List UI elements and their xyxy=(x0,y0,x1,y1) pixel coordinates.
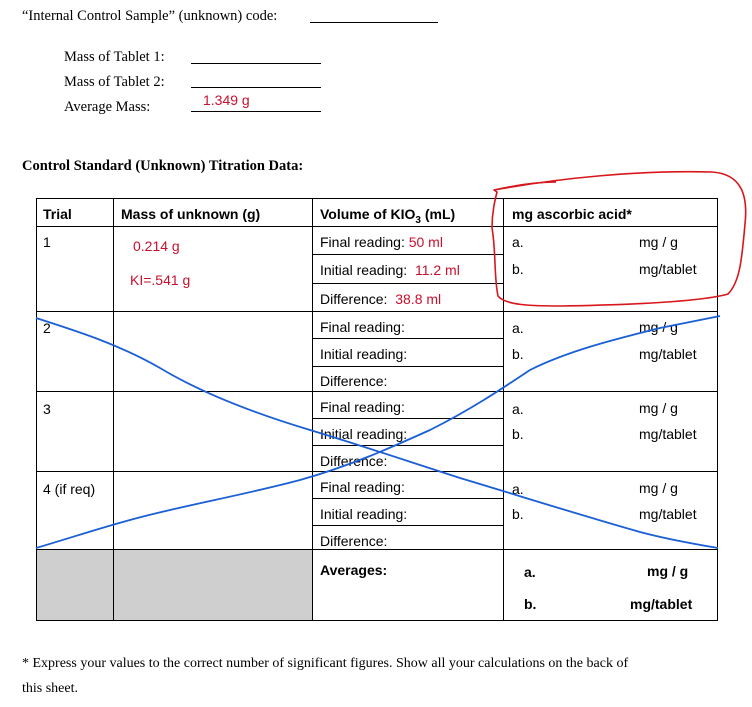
averages-mg-g: mg / g xyxy=(647,563,689,579)
mass-tablet-1-label: Mass of Tablet 1: xyxy=(64,49,165,65)
mass-tablet-2-field[interactable] xyxy=(191,87,321,88)
average-mass-value: 1.349 g xyxy=(203,92,250,108)
trial-4-final: Final reading: xyxy=(320,479,405,495)
mass-tablet-1-field[interactable] xyxy=(191,63,321,64)
header-mass: Mass of unknown (g) xyxy=(121,206,261,222)
trial-2-mg-tablet: mg/tablet xyxy=(639,346,697,362)
average-mass-label: Average Mass: xyxy=(64,99,151,115)
trial-4-mg-tablet: mg/tablet xyxy=(639,506,697,522)
section-title: Control Standard (Unknown) Titration Data: xyxy=(22,158,304,174)
trial-3-number: 3 xyxy=(43,401,51,417)
trial-1-mass: 0.214 g xyxy=(133,238,180,254)
header-volume: Volume of $KIO_3$ (mL) xyxy=(320,206,456,226)
footnote-line-1: * Express your values to the correct number of significant figures. Show all your calculations on the back of xyxy=(22,656,629,671)
trial-3-final: Final reading: xyxy=(320,399,405,415)
trial-3-a: a. xyxy=(512,401,524,417)
trial-2-b: b. xyxy=(512,346,524,362)
unknown-code-label: “Internal Control Sample” (unknown) code: xyxy=(22,8,278,24)
averages-b: b. xyxy=(524,596,537,612)
trial-2-final: Final reading: xyxy=(320,319,405,335)
titration-data-table xyxy=(36,198,718,621)
trial-4-b: b. xyxy=(512,506,524,522)
header-trial: Trial xyxy=(43,206,72,222)
gray-cell xyxy=(36,549,312,621)
trial-3-b: b. xyxy=(512,426,524,442)
average-mass-field[interactable] xyxy=(191,111,321,112)
trial-2-difference: Difference: xyxy=(320,373,388,389)
trial-3-difference: Difference: xyxy=(320,453,388,469)
trial-1-difference: Difference: 38.8 ml xyxy=(320,291,442,307)
unknown-code-field[interactable] xyxy=(310,22,438,23)
mass-tablet-2-label: Mass of Tablet 2: xyxy=(64,74,165,90)
trial-3-mg-g: mg / g xyxy=(639,400,678,416)
trial-3-initial: Initial reading: xyxy=(320,426,408,442)
trial-1-final: Final reading: 50 ml xyxy=(320,234,443,250)
averages-label: Averages: xyxy=(320,562,388,578)
trial-3-mg-tablet: mg/tablet xyxy=(639,426,697,442)
trial-2-a: a. xyxy=(512,320,524,336)
trial-1-number: 1 xyxy=(43,234,51,250)
trial-2-initial: Initial reading: xyxy=(320,346,408,362)
trial-2-number: 2 xyxy=(43,320,51,336)
trial-1-mg-g: mg / g xyxy=(639,234,678,250)
trial-4-mg-g: mg / g xyxy=(639,480,678,496)
trial-1-b: b. xyxy=(512,261,524,277)
trial-4-difference: Difference: xyxy=(320,533,388,549)
trial-1-a: a. xyxy=(512,234,524,250)
header-mg-ascorbic: mg ascorbic acid* xyxy=(512,206,632,222)
footnote-line-2: this sheet. xyxy=(22,681,78,696)
trial-1-initial: Initial reading: 11.2 ml xyxy=(320,262,460,278)
trial-4-number: 4 (if req) xyxy=(43,481,96,497)
trial-1-mg-tablet: mg/tablet xyxy=(639,261,697,277)
trial-4-a: a. xyxy=(512,481,524,497)
trial-2-mg-g: mg / g xyxy=(639,319,678,335)
averages-mg-tablet: mg/tablet xyxy=(630,596,693,612)
trial-1-ki-note: KI=.541 g xyxy=(130,272,191,288)
averages-a: a. xyxy=(524,564,536,580)
trial-4-initial: Initial reading: xyxy=(320,506,408,522)
